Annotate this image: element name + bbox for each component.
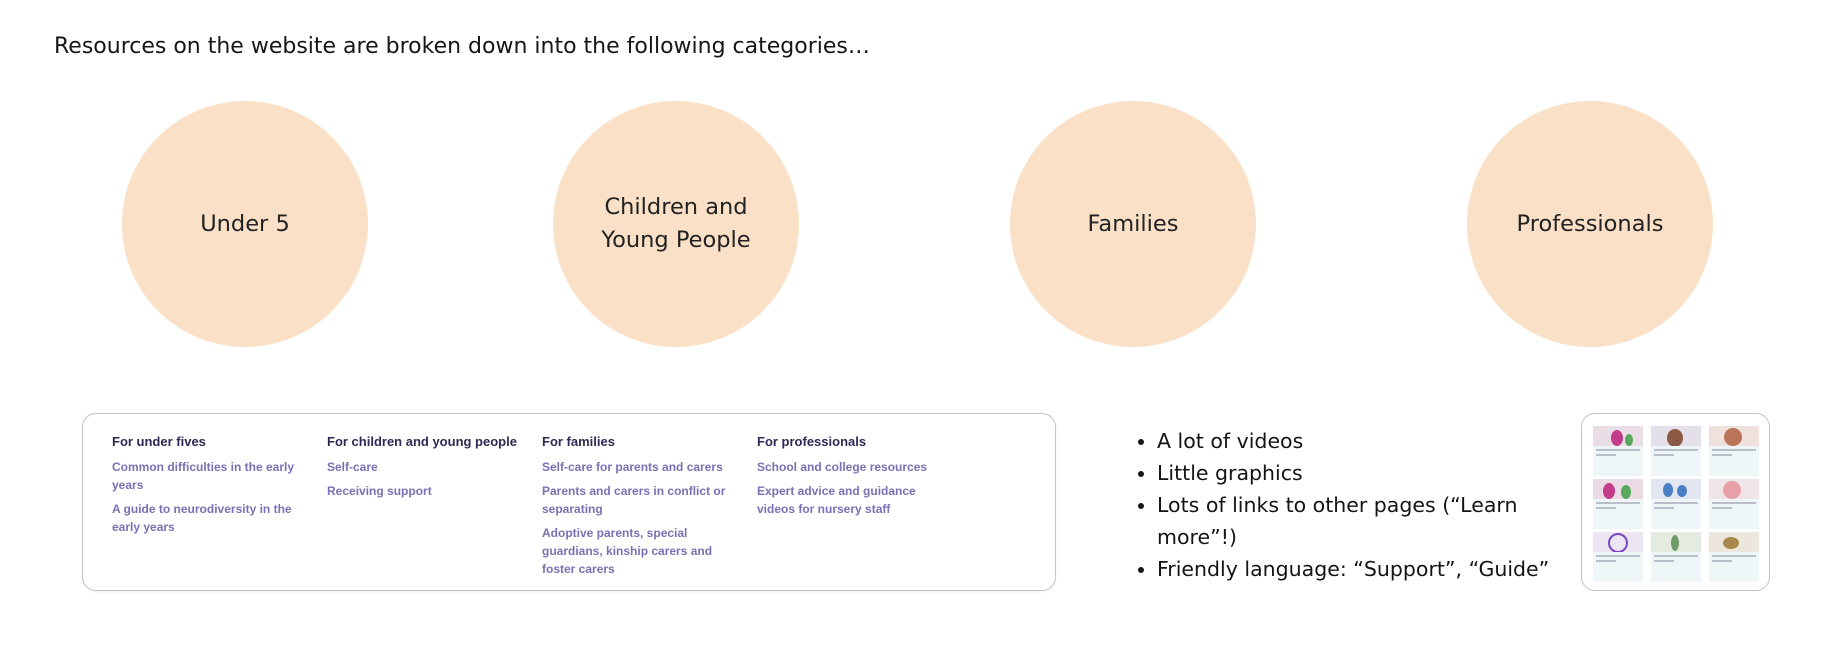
menu-link[interactable]: A guide to neurodiversity in the early years (112, 502, 292, 534)
category-circle-children-young-people (553, 101, 799, 347)
observation-item: • Friendly language: “Support”, “Guide” (1157, 553, 1557, 585)
resource-grid-thumbnail (1581, 413, 1770, 591)
thumbnail-card (1593, 532, 1643, 582)
thumbnail-card (1593, 426, 1643, 476)
category-label: Families (1087, 210, 1179, 237)
menu-column-under-fives (112, 434, 307, 542)
website-menu-screenshot (82, 413, 1056, 591)
observation-item: • Little graphics (1157, 457, 1557, 489)
observation-item: • A lot of videos (1157, 425, 1557, 457)
category-circle-professionals (1467, 101, 1713, 347)
observations-list (1133, 425, 1557, 585)
menu-heading: For families (542, 434, 615, 449)
menu-link[interactable]: Receiving support (327, 484, 432, 498)
thumbnail-card (1709, 532, 1759, 582)
menu-link[interactable]: Parents and carers in conflict or separating (542, 484, 726, 516)
menu-heading: For professionals (757, 434, 867, 449)
menu-link[interactable]: Expert advice and guidance videos for nursery staff (757, 484, 916, 516)
menu-column-families (542, 434, 737, 584)
menu-link[interactable]: Common difficulties in the early years (112, 460, 295, 492)
menu-link[interactable]: Self-care for parents and carers (542, 460, 723, 474)
thumbnail-card (1709, 426, 1759, 476)
menu-column-children-young-people (327, 434, 522, 506)
category-label: Under 5 (200, 210, 290, 237)
menu-link[interactable]: Self-care (327, 460, 378, 474)
thumbnail-card (1593, 479, 1643, 529)
menu-link[interactable]: School and college resources (757, 460, 928, 474)
category-label: Children and Young People (601, 194, 751, 253)
menu-column-professionals (757, 434, 952, 524)
category-circle-under-5 (122, 101, 368, 347)
menu-heading: For under fives (112, 434, 206, 449)
menu-link[interactable]: Adoptive parents, special guardians, kinship carers and foster carers (542, 526, 713, 576)
thumbnail-card (1651, 532, 1701, 582)
menu-heading: For children and young people (327, 434, 517, 449)
thumbnail-card (1651, 426, 1701, 476)
thumbnail-card (1651, 479, 1701, 529)
category-label: Professionals (1516, 210, 1664, 237)
observation-item: • Lots of links to other pages (“Learn more”!) (1157, 489, 1557, 553)
category-circle-families (1010, 101, 1256, 347)
page-headline: Resources on the website are broken down into the following categories… (54, 34, 870, 59)
thumbnail-card (1709, 479, 1759, 529)
